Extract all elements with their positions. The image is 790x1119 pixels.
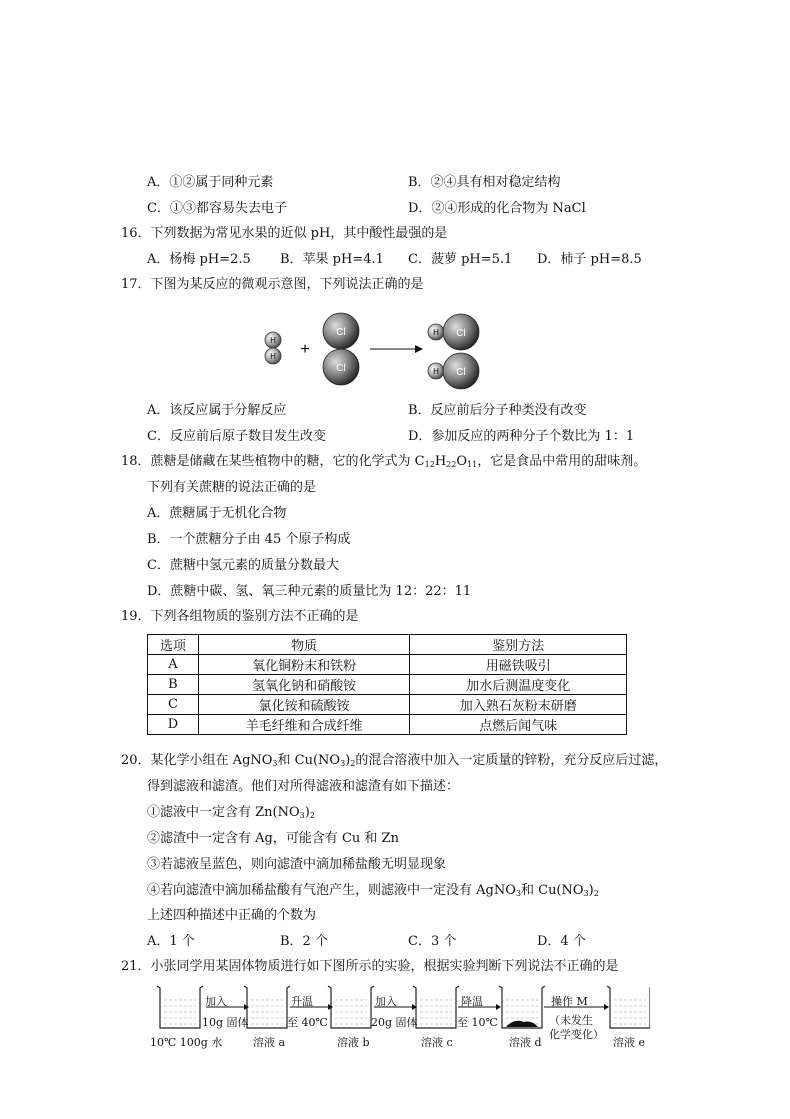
q20-stem-3: 上述四种描述中正确的个数为 bbox=[147, 908, 317, 923]
reaction-arrow bbox=[370, 345, 423, 353]
step-1-bottom: 10g 固体 bbox=[202, 1016, 249, 1029]
step-5-top: 操作 M bbox=[551, 995, 588, 1008]
q20-option-a: A．1 个 bbox=[147, 934, 195, 949]
step-4-bottom: 至 10℃ bbox=[457, 1016, 498, 1029]
table-cell: 氯化铵和硫酸铵 bbox=[198, 695, 410, 715]
table-row bbox=[148, 715, 627, 735]
svg-text:H: H bbox=[433, 328, 439, 337]
table-cell: C bbox=[148, 695, 199, 715]
table-row bbox=[148, 695, 627, 715]
step-5-extra: 化学变化） bbox=[549, 1028, 604, 1041]
q18-option-c: C．蔗糖中氢元素的质量分数最大 bbox=[147, 558, 339, 573]
svg-text:Cl: Cl bbox=[456, 328, 466, 339]
q20-statement-2: ②滤渣中一定含有 Ag，可能含有 Cu 和 Zn bbox=[147, 831, 399, 846]
step-3-top: 加入 bbox=[375, 995, 397, 1008]
step-4-top: 降温 bbox=[461, 995, 483, 1008]
svg-text:H: H bbox=[270, 336, 276, 345]
table-header-row bbox=[148, 635, 627, 655]
q18-stem-2: 下列有关蔗糖的说法正确的是 bbox=[147, 480, 317, 495]
beaker-1 bbox=[244, 986, 290, 1028]
q16-option-d: D．柿子 pH=8.5 bbox=[537, 252, 642, 267]
q17-option-d: D．参加反应的两种分子个数比为 1：1 bbox=[408, 429, 635, 444]
table-cell: A bbox=[148, 655, 199, 675]
svg-text:Cl: Cl bbox=[456, 367, 466, 378]
q20-option-b: B．2 个 bbox=[280, 934, 328, 949]
beaker-label-b: 溶液 b bbox=[337, 1036, 370, 1049]
table-cell: 用磁铁吸引 bbox=[410, 655, 627, 675]
reaction-diagram bbox=[255, 310, 495, 394]
q20-stem: 20．某化学小组在 AgNO$_3$和 $Cu(NO_3)_2$的混合溶液中加入一定质量的锌粉，充分反应后过滤， bbox=[121, 753, 668, 768]
step-3-bottom: 20g 固体 bbox=[371, 1016, 418, 1029]
svg-text:Cl: Cl bbox=[336, 327, 346, 338]
q16-stem: 16．下列数据为常见水果的近似 pH，其中酸性最强的是 bbox=[121, 226, 448, 241]
q20-statement-4: ④若向滤渣中滴加稀盐酸有气泡产生，则滤液中一定没有 AgNO$_3$和 $Cu(NO_3)_2$ bbox=[147, 883, 599, 898]
cl2-molecule bbox=[323, 313, 359, 385]
step-1-top: 加入 bbox=[205, 995, 227, 1008]
q20-option-d: D．4 个 bbox=[537, 934, 586, 949]
beaker-3 bbox=[413, 986, 459, 1028]
step-2-top: 升温 bbox=[291, 995, 313, 1008]
arrows bbox=[206, 1004, 609, 1010]
q17-option-b: B．反应前后分子种类没有改变 bbox=[408, 403, 587, 418]
q20-option-c: C．3 个 bbox=[408, 934, 457, 949]
q16-option-b: B．苹果 pH=4.1 bbox=[280, 252, 384, 267]
header-option: 选项 bbox=[148, 635, 199, 655]
precipitate bbox=[506, 1021, 538, 1027]
beaker-label-c: 溶液 c bbox=[421, 1036, 453, 1049]
beaker-0 bbox=[157, 986, 203, 1028]
header-method: 鉴别方法 bbox=[410, 635, 627, 655]
q18-option-b: B．一个蔗糖分子由 45 个原子构成 bbox=[147, 532, 351, 547]
q16-option-a: A．杨梅 pH=2.5 bbox=[147, 252, 251, 267]
q15-option-b: B．②④具有相对稳定结构 bbox=[408, 175, 561, 190]
q18-option-a: A．蔗糖属于无机化合物 bbox=[147, 506, 287, 521]
table-cell: B bbox=[148, 675, 199, 695]
q21-stem: 21．小张同学用某固体物质进行如下图所示的实验，根据实验判断下列说法不正确的是 bbox=[121, 959, 619, 974]
hcl-molecule-2 bbox=[428, 353, 479, 389]
table-cell: 羊毛纤维和合成纤维 bbox=[198, 715, 410, 735]
beaker-4 bbox=[499, 986, 545, 1028]
q15-option-a: A．①②属于同种元素 bbox=[147, 175, 274, 190]
beaker-label-d: 溶液 d bbox=[509, 1036, 542, 1049]
table-cell: 加水后测温度变化 bbox=[410, 675, 627, 695]
step-2-bottom: 至 40℃ bbox=[287, 1016, 328, 1029]
q15-option-c: C．①③都容易失去电子 bbox=[147, 201, 287, 216]
q17-option-c: C．反应前后原子数目发生改变 bbox=[147, 429, 326, 444]
beaker-2 bbox=[328, 986, 374, 1028]
q16-option-c: C．菠萝 pH=5.1 bbox=[408, 252, 513, 267]
q20-statement-1: ①滤液中一定含有 $Zn(NO_3)_2$ bbox=[147, 805, 315, 820]
table-row bbox=[148, 655, 627, 675]
header-substance: 物质 bbox=[198, 635, 410, 655]
svg-text:H: H bbox=[433, 367, 439, 376]
q17-stem: 17．下图为某反应的微观示意图，下列说法正确的是 bbox=[121, 277, 424, 292]
h2-molecule bbox=[265, 332, 281, 364]
table-cell: 加入熟石灰粉末研磨 bbox=[410, 695, 627, 715]
q20-stem-2: 得到滤液和滤渣。他们对所得滤液和滤渣有如下描述： bbox=[147, 779, 460, 794]
beaker-label-e: 溶液 e bbox=[613, 1036, 646, 1049]
q18-stem: 18．蔗糖是储藏在某些植物中的糖，它的化学式为 $C_{12}H_{22}O_{11}$，它是食品中常用的甜味剂。 bbox=[121, 454, 647, 469]
table-cell: 氧化铜粉末和铁粉 bbox=[198, 655, 410, 675]
table-cell: D bbox=[148, 715, 199, 735]
hcl-molecule-1 bbox=[428, 314, 479, 350]
beaker-5 bbox=[607, 986, 650, 1028]
q17-option-a: A．该反应属于分解反应 bbox=[147, 403, 287, 418]
q19-stem: 19．下列各组物质的鉴别方法不正确的是 bbox=[121, 609, 359, 624]
table-row bbox=[148, 675, 627, 695]
table-cell: 氢氧化钠和硝酸铵 bbox=[198, 675, 410, 695]
q15-option-d: D．②④形成的化合物为 NaCl bbox=[408, 201, 586, 216]
beaker-label-water: 10℃ 100g 水 bbox=[150, 1036, 223, 1049]
table-cell: 点燃后闻气味 bbox=[410, 715, 627, 735]
beaker-label-a: 溶液 a bbox=[253, 1036, 286, 1049]
plus-sign: + bbox=[300, 341, 310, 358]
identification-table bbox=[147, 634, 627, 735]
step-5-bottom: （未发生 bbox=[549, 1014, 593, 1027]
svg-text:Cl: Cl bbox=[336, 363, 346, 374]
svg-text:H: H bbox=[270, 352, 276, 361]
q20-statement-3: ③若滤液呈蓝色，则向滤渣中滴加稀盐酸无明显现象 bbox=[147, 857, 447, 872]
q18-option-d: D．蔗糖中碳、氢、氧三种元素的质量比为 12：22：11 bbox=[147, 584, 472, 599]
